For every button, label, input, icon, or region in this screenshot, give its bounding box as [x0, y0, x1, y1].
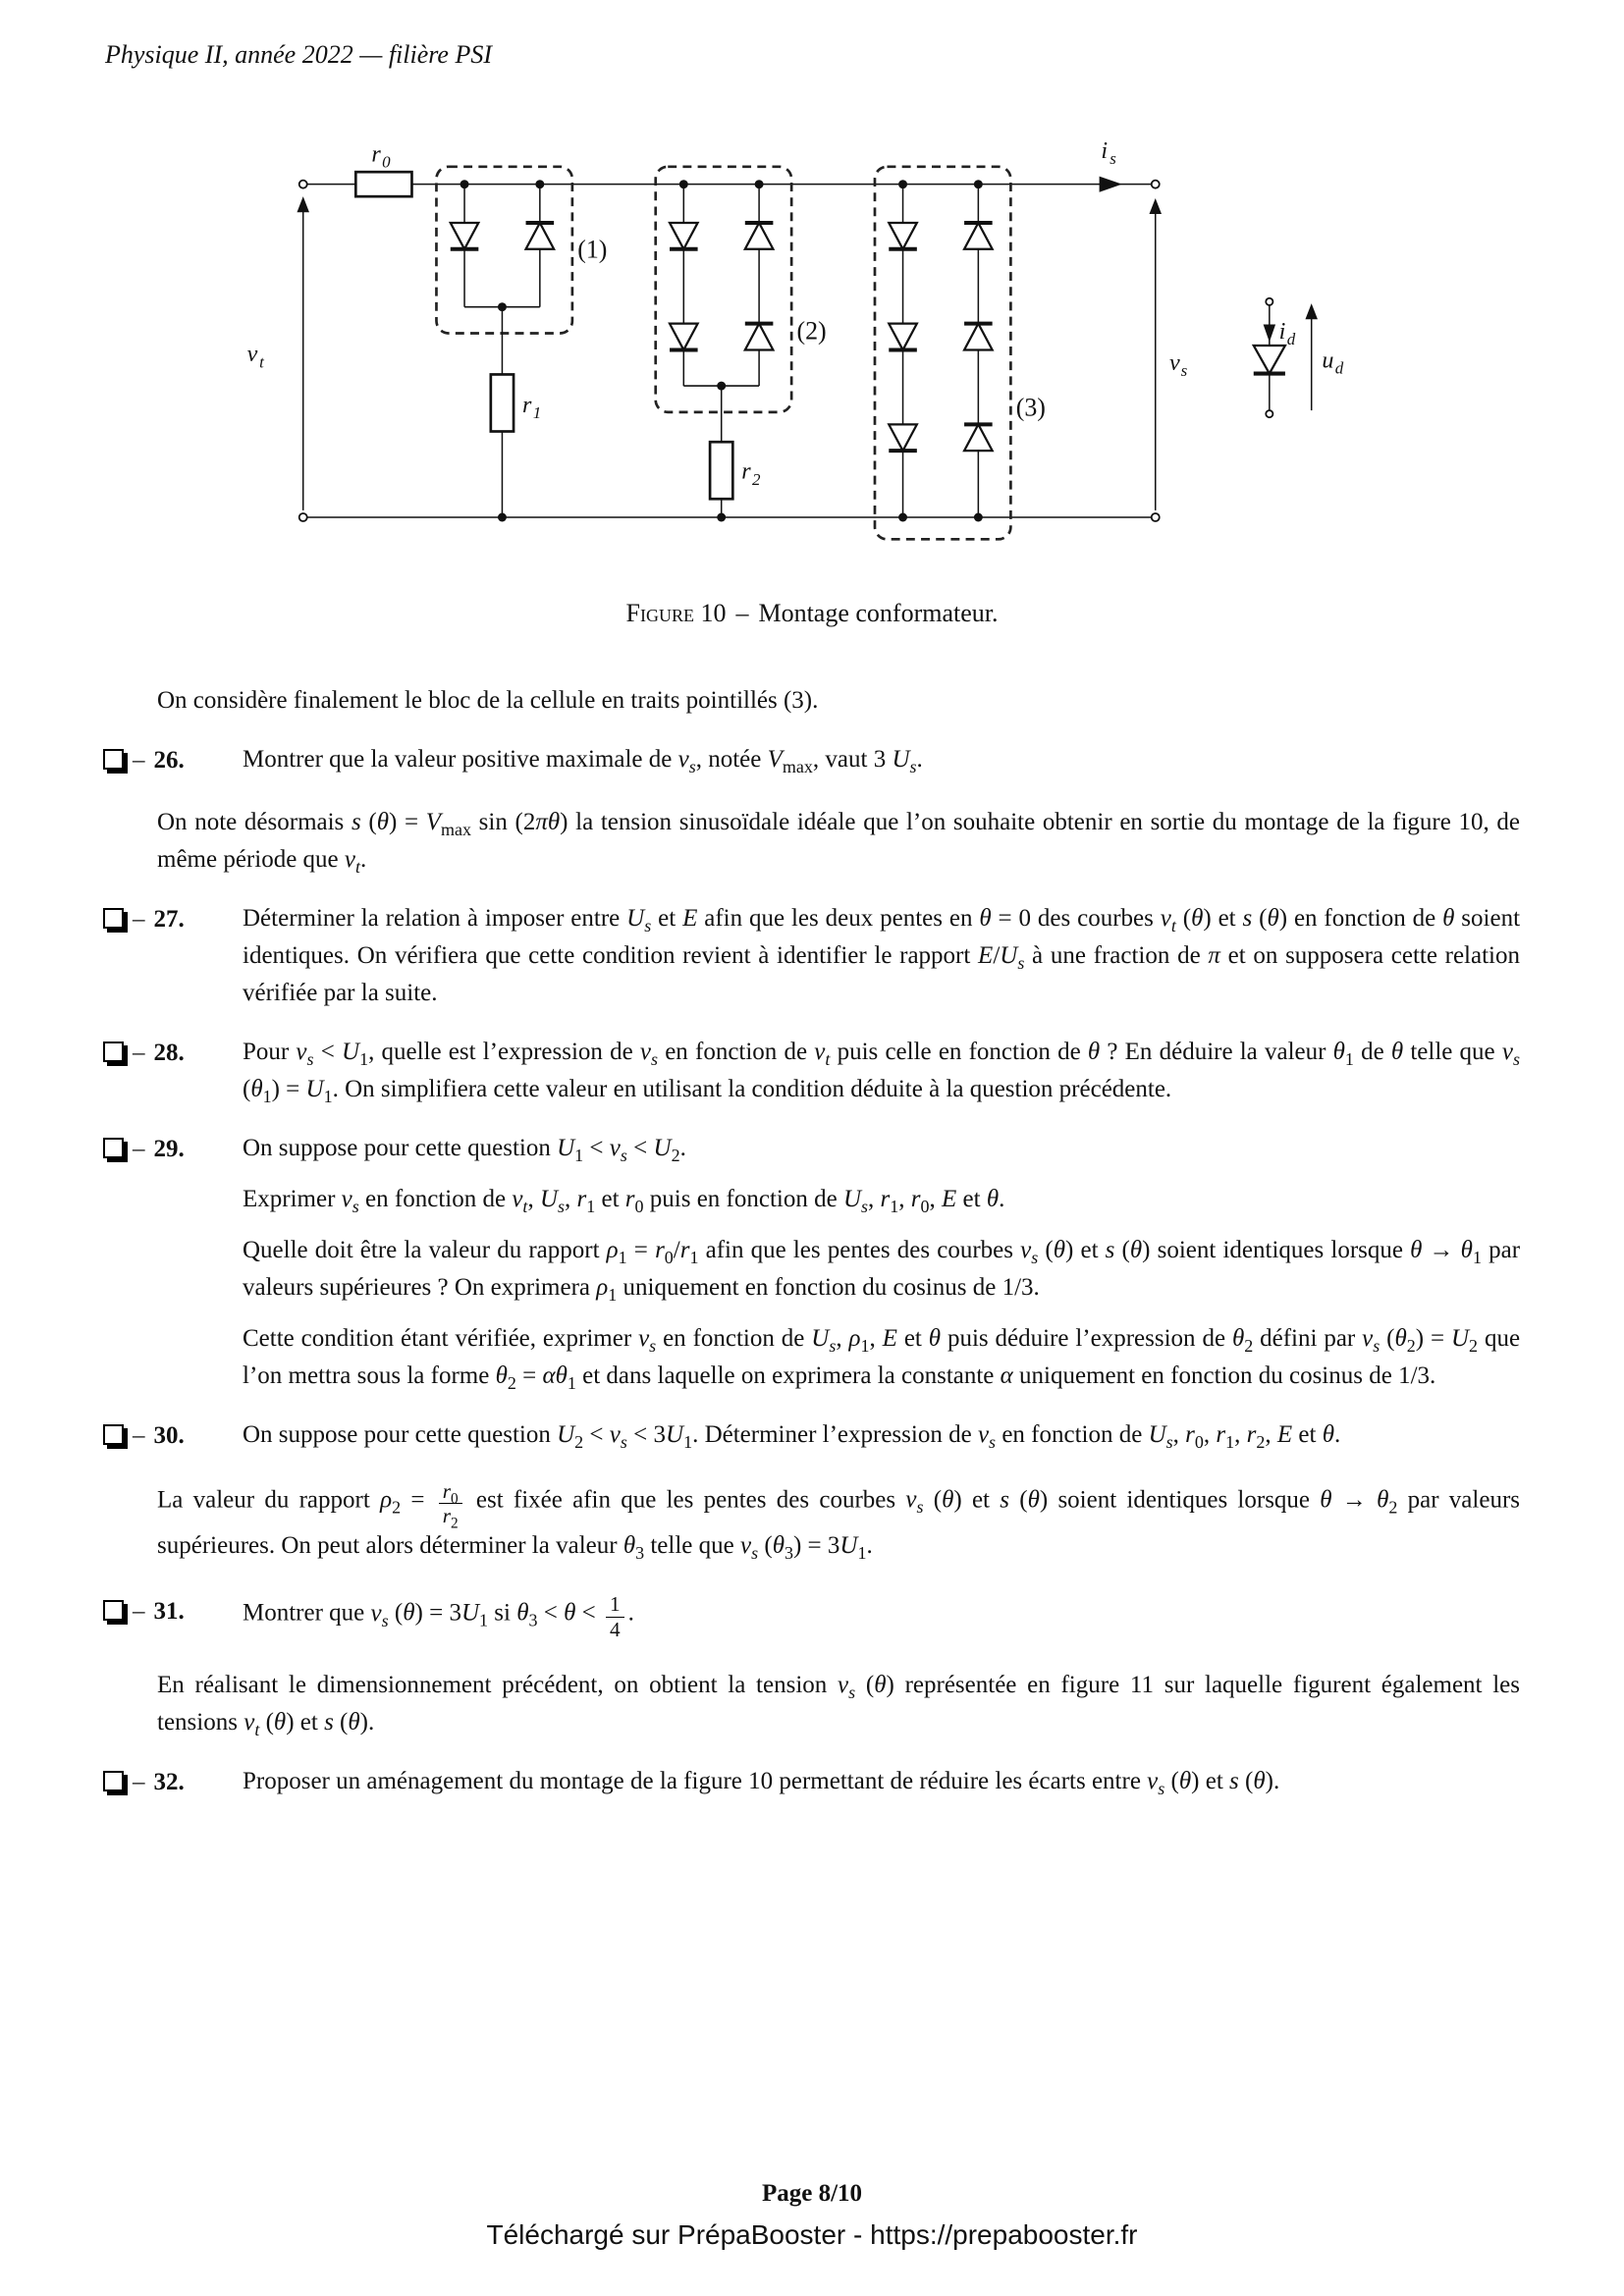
diode-down-icon — [1254, 346, 1285, 374]
question-32-text: Proposer un aménagement du montage de la figure 10 permettant de réduire les écarts entre $v_s$ (θ) et s (θ). — [243, 1768, 1280, 1799]
resistor-r0 — [355, 141, 411, 196]
svg-text:i: i — [1101, 137, 1109, 164]
svg-text:r: r — [741, 458, 751, 485]
svg-text:u: u — [1322, 347, 1334, 374]
question-29-text-1: On suppose pour cette question $U_1 < v_s < U_2$. — [243, 1134, 686, 1165]
svg-text:r: r — [521, 392, 532, 418]
vs-voltage-arrow — [1149, 198, 1187, 510]
circuit-diagram — [244, 116, 1375, 559]
svg-text:1: 1 — [532, 403, 542, 423]
page-footer — [0, 2175, 1624, 2257]
svg-text:v: v — [246, 342, 258, 368]
diode-convention-symbol — [1254, 298, 1344, 417]
question-26 — [133, 741, 1520, 778]
question-28-marker: – 28. — [103, 1035, 185, 1072]
question-32 — [133, 1763, 1520, 1800]
svg-text:(3): (3) — [1015, 393, 1046, 422]
question-29-text-4: Cette condition étant vérifiée, exprimer $v_s$ en fonction de $U_s$, $\rho_1$, E et θ puis déduire l’expression de $\theta_2$ défini par $v_s$ $(\theta_2) = U_2$ que l’on mettra sous la forme $\theta_2 = \alpha\theta_1$ et dans laquelle on exprimera la constante α uniquement en fonction du cosinus de 1/3. — [243, 1324, 1521, 1393]
checkbox-icon — [103, 908, 124, 929]
checkbox-icon — [103, 749, 124, 770]
page-header: Physique II, année 2022 — filière PSI — [105, 40, 492, 69]
svg-text:r: r — [371, 141, 381, 168]
svg-text:s: s — [1110, 149, 1116, 169]
question-29-text-2: Exprimer $v_s$ en fonction de $v_t$, $U_s$, $r_1$ et $r_0$ puis en fonction de $U_s$, $r_1$, $r_0$, E et θ. — [243, 1185, 1005, 1216]
checkbox-icon — [103, 1600, 124, 1621]
diode-down-icon — [451, 223, 479, 249]
question-30 — [133, 1416, 1520, 1454]
svg-text:v: v — [1169, 349, 1180, 376]
question-32-marker: – 32. — [103, 1764, 185, 1801]
checkbox-icon — [103, 1771, 124, 1791]
is-current-arrow — [1100, 138, 1122, 192]
svg-text:t: t — [259, 352, 264, 372]
question-27-marker: – 27. — [103, 901, 185, 938]
question-27 — [133, 900, 1521, 1012]
svg-text:(2): (2) — [796, 316, 827, 346]
question-29 — [133, 1130, 1521, 1395]
svg-text:d: d — [1334, 358, 1344, 378]
checkbox-icon — [103, 1138, 124, 1158]
svg-text:2: 2 — [751, 469, 761, 489]
question-30-marker: – 30. — [103, 1417, 185, 1455]
question-26-marker: – 26. — [103, 742, 185, 779]
figure-10 — [244, 116, 1375, 570]
question-29-text-3: Quelle doit être la valeur du rapport $\rho_1 = r_0/r_1$ afin que les pentes des courbes $v_s$ (θ) et s (θ) soient identiques lorsque $\theta \to \theta_1$ par valeurs supérieures ? On exprimera $\rho_1$ uniquement en fonction du cosinus de 1/3. — [243, 1236, 1521, 1305]
svg-text:s: s — [1180, 361, 1188, 381]
figure-caption: Figure 10 – Montage conformateur. — [625, 599, 999, 627]
question-31 — [133, 1592, 1520, 1641]
vt-voltage-arrow — [247, 196, 309, 510]
question-27-text: Déterminer la relation à imposer entre $U_s$ et E afin que les deux pentes en θ = 0 des courbes $v_t$ (θ) et s (θ) en fonction de θ soient identiques. On vérifiera que cette condition revient à identifier le rapport $E/U_s$ à une fraction de π et on supposera cette relation vérifiée par la suite. — [243, 904, 1521, 1006]
resistor-r1 — [491, 374, 541, 517]
diode-block-2 — [656, 167, 827, 442]
question-30-text: On suppose pour cette question $U_2 < v_s < 3U_1$. Déterminer l’expression de $v_s$ en fonction de $U_s$, $r_0$, $r_1$, $r_2$, E et θ. — [243, 1420, 1341, 1452]
figure-caption-text: Montage conformateur. — [758, 599, 999, 627]
resistor-r2 — [710, 442, 761, 517]
svg-text:(1): (1) — [577, 235, 608, 264]
svg-text:i: i — [1278, 318, 1286, 345]
download-source-line: Téléchargé sur PrépaBooster - https://prepabooster.fr — [486, 2219, 1138, 2251]
question-26-text: Montrer que la valeur positive maximale de $v_s$, notée $V_{max}$, vaut 3 $U_s$. — [243, 745, 923, 776]
diode-block-3 — [875, 167, 1046, 540]
diode-block-1 — [436, 167, 607, 375]
checkbox-icon — [103, 1424, 124, 1445]
figure-caption-label: Figure 10 — [625, 599, 727, 627]
intro-paragraph: On considère finalement le bloc de la cellule en traits pointillés (3). — [157, 686, 819, 714]
note-fig11-paragraph: En réalisant le dimensionnement précédent, on obtient la tension $v_s$ (θ) représentée en figure 11 sur laquelle figurent également les tensions $v_t$ (θ) et s (θ). — [157, 1672, 1521, 1740]
question-28 — [133, 1034, 1520, 1108]
question-29-marker: – 29. — [103, 1131, 185, 1168]
page-number: Page 8/10 — [761, 2180, 863, 2208]
note-s-paragraph: On note désormais s $(\theta) = V_{max}$ sin (2πθ) la tension sinusoïdale idéale que l’on souhaite obtenir en sortie du montage de la figure 10, de même période que $v_t$. — [157, 808, 1521, 877]
question-31-text: Montrer que $v_s$ $(\theta) = 3U_1$ si $\theta_3 < \theta$ < $\frac{1}{4}$ . — [243, 1592, 634, 1641]
diode-up-icon — [526, 223, 555, 249]
note-rho2-paragraph: La valeur du rapport $\rho_2$ = $\frac{r_0}{r_2}$ est fixée afin que les pentes des courbes $v_s$ (θ) et s (θ) soient identiques lorsque $\theta \to \theta_2$ par valeurs supérieures. On peut alors déterminer la valeur $\theta_3$ telle que $v_s$ $(\theta_3) = 3U_1$. — [157, 1478, 1521, 1564]
question-31-marker: – 31. — [103, 1593, 185, 1630]
question-28-text: Pour $v_s < U_1$, quelle est l’expression de $v_s$ en fonction de $v_t$ puis celle en fonction de θ ? En déduire la valeur $\theta_1$ de θ telle que $v_s$ $(\theta_1) = U_1$. On simplifiera cette valeur en utilisant la condition déduite à la question précédente. — [243, 1038, 1520, 1106]
checkbox-icon — [103, 1041, 124, 1062]
svg-text:d: d — [1286, 330, 1296, 349]
svg-text:0: 0 — [382, 152, 391, 172]
